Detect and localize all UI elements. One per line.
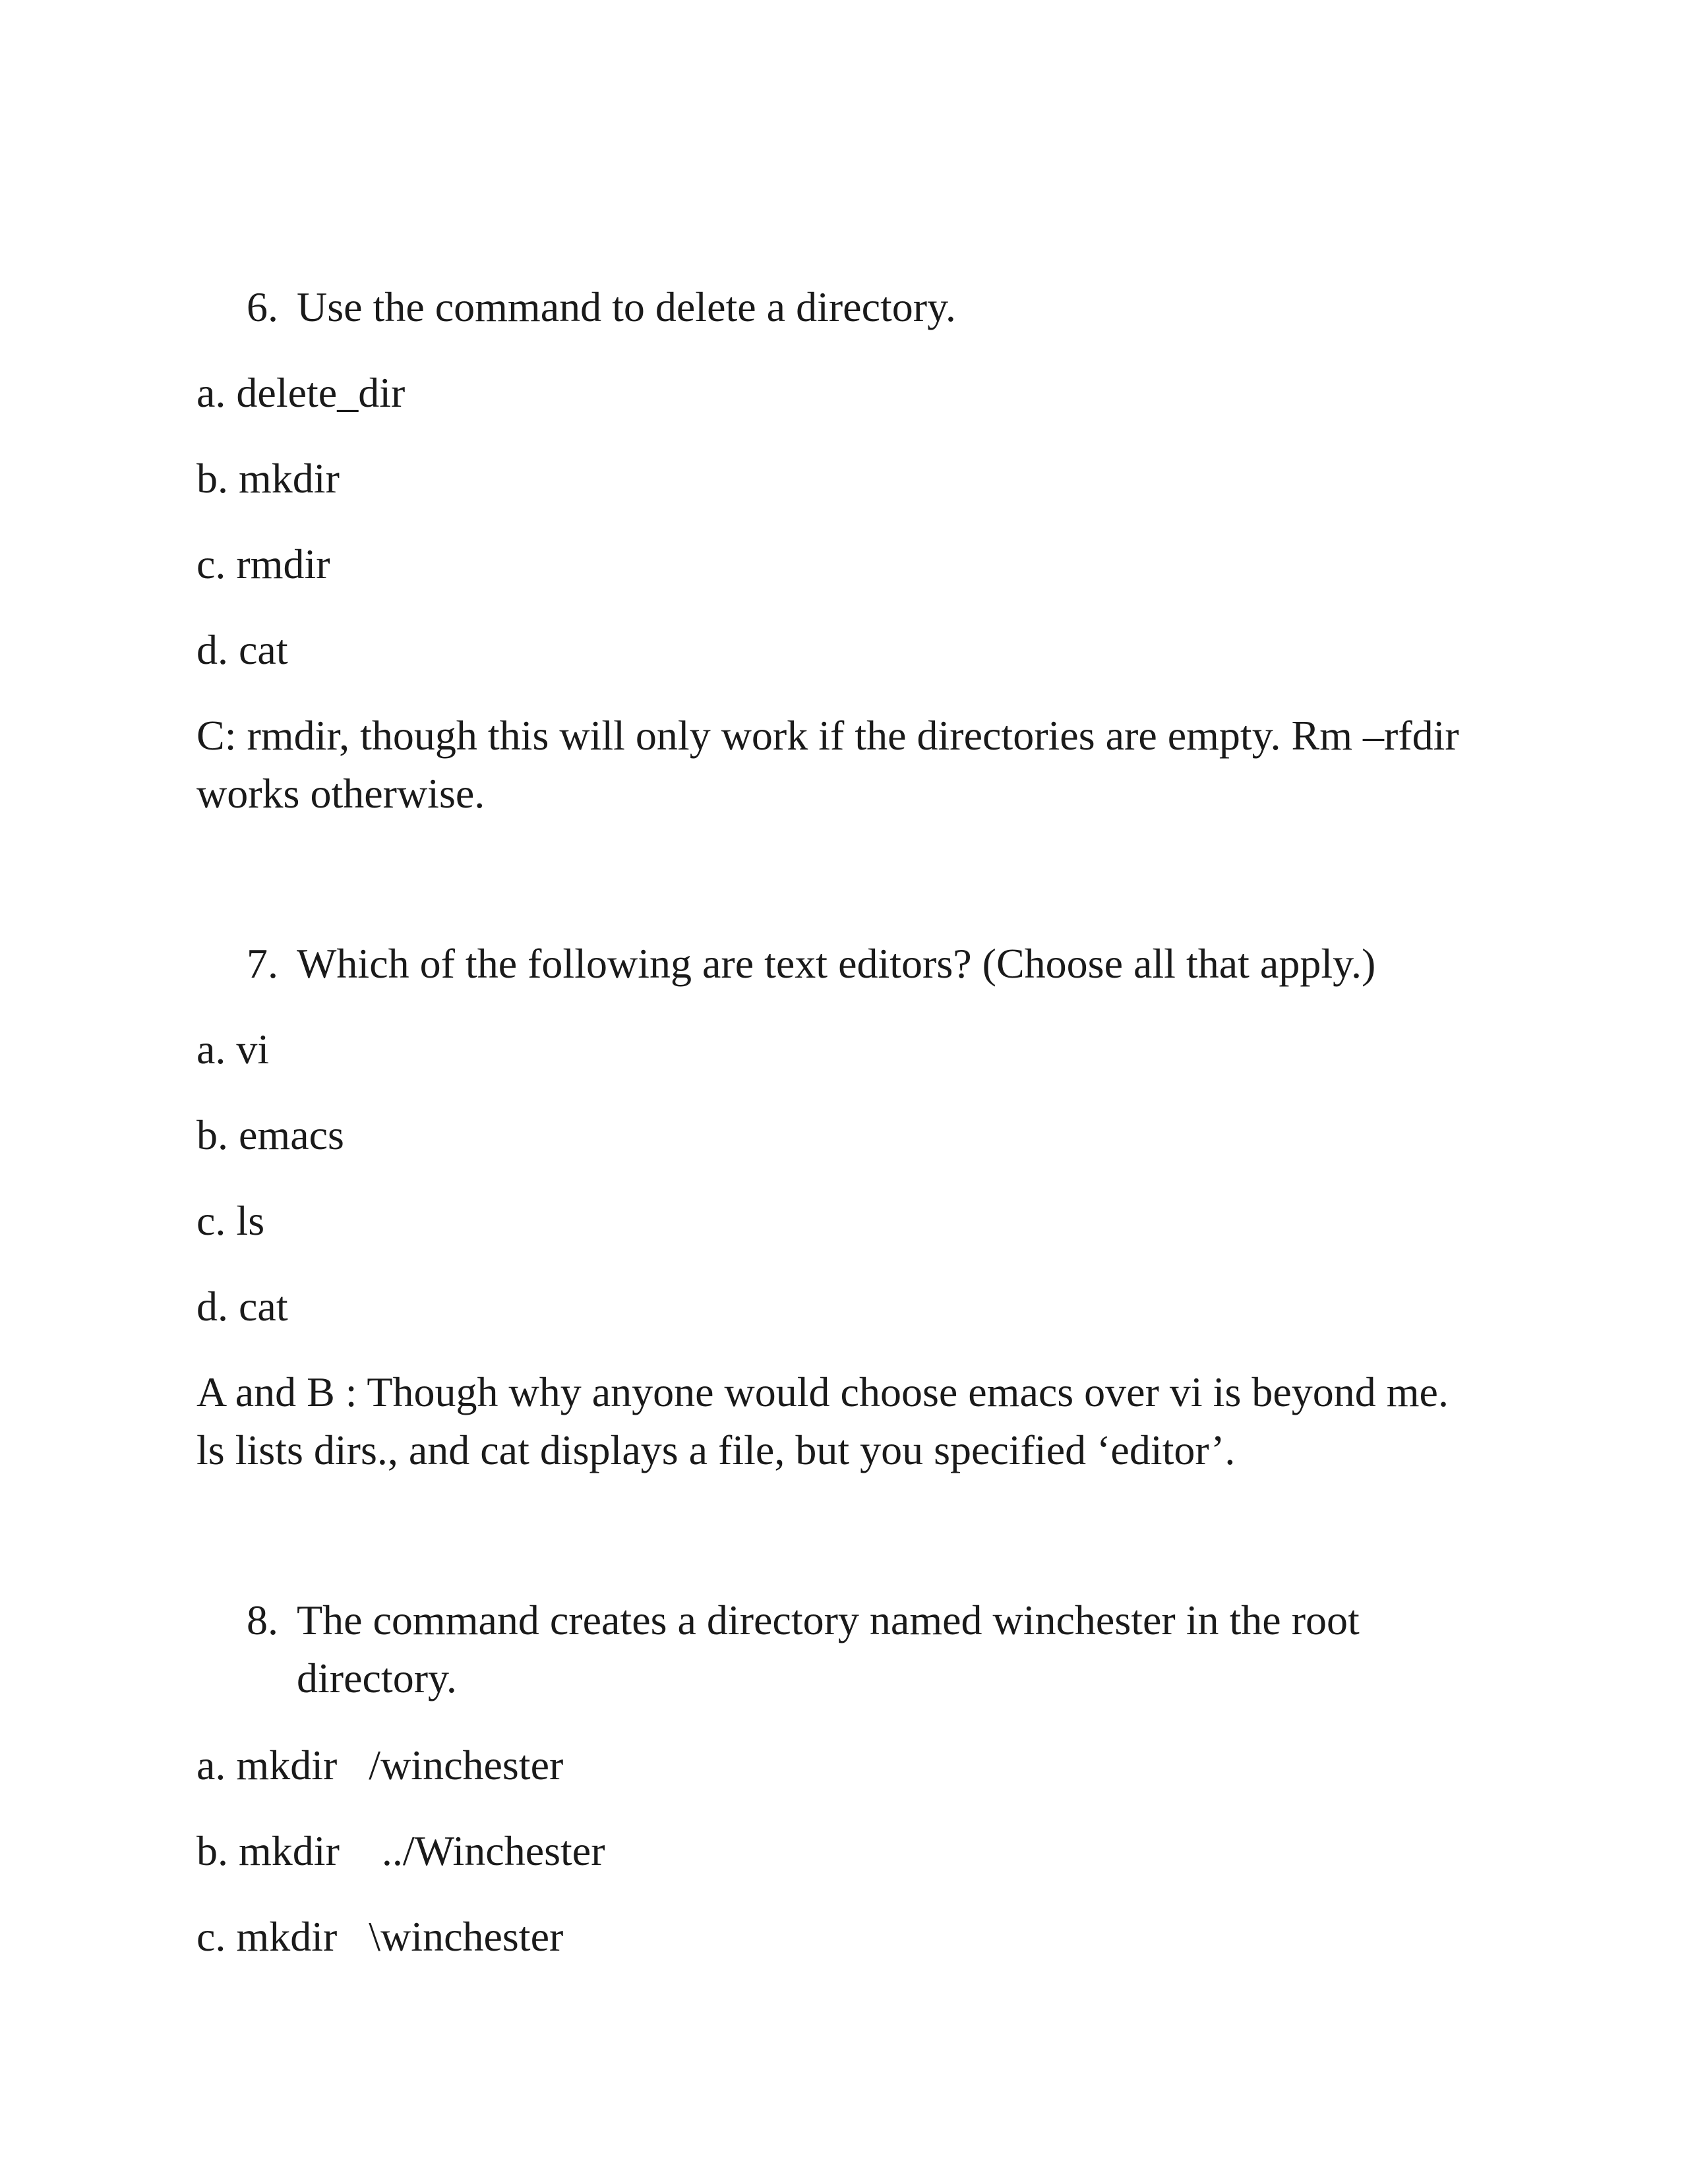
option-d: d. cat <box>196 1283 288 1330</box>
option-c: c. rmdir <box>196 541 330 587</box>
option-a: a. mkdir /winchester <box>196 1742 564 1788</box>
option-a: a. delete_dir <box>196 369 406 416</box>
option-c: c. mkdir \winchester <box>196 1913 564 1960</box>
question-number: 8. <box>247 1597 278 1643</box>
question-number: 7. <box>247 940 278 987</box>
answer-text: A and B : Though why anyone would choose emacs over vi is beyond me. ls lists dirs., and cat displays a file, but you specified ‘editor’. <box>196 1369 1449 1473</box>
option-b: b. mkdir <box>196 455 340 502</box>
option-b: b. mkdir ../Winchester <box>196 1827 605 1874</box>
option-d: d. cat <box>196 626 288 673</box>
question-text: The command creates a directory named winchester in the root directory. <box>297 1597 1360 1701</box>
question-number: 6. <box>247 283 278 330</box>
option-c: c. ls <box>196 1197 265 1244</box>
question-text: Which of the following are text editors? (Choose all that apply.) <box>297 940 1376 987</box>
question-text: Use the command to delete a directory. <box>297 283 956 330</box>
answer-text: C: rmdir, though this will only work if the directories are empty. Rm –rfdir works otherwise. <box>196 712 1459 817</box>
option-a: a. vi <box>196 1026 270 1073</box>
option-b: b. emacs <box>196 1111 344 1158</box>
